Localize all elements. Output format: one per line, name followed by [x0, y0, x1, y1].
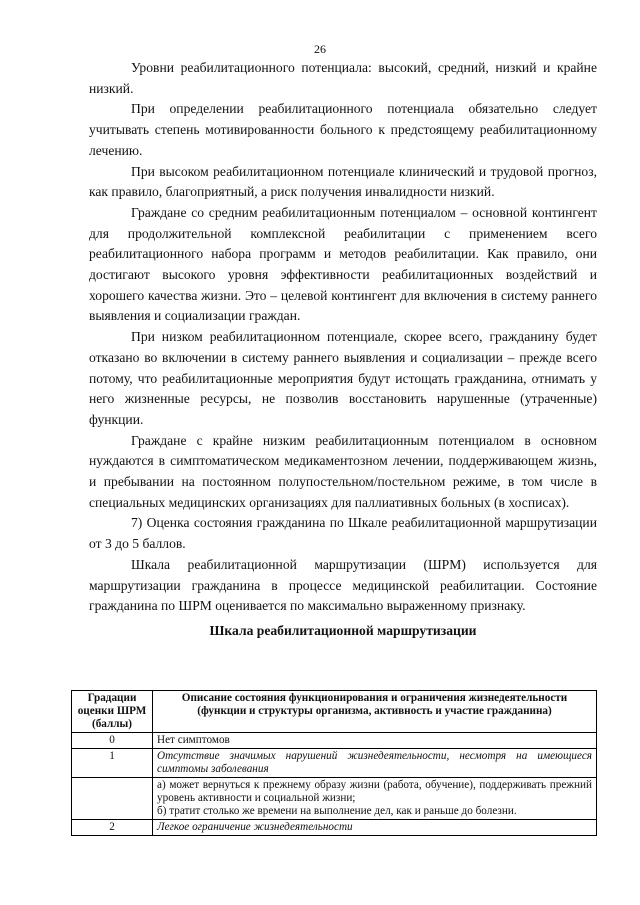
table-row: [72, 820, 597, 836]
grade-cell: 0: [72, 733, 153, 749]
paragraph: Уровни реабилитационного потенциала: высокий, средний, низкий и крайне низкий.: [89, 60, 597, 96]
paragraph: Граждане со средним реабилитационным потенциалом – основной контингент для продолжительной комплексной реабилитации с применением всего реабилитационного набора программ и методов реабилитации. Как правило, они достигают высокого уровня эффективности реабилитационных воздействий и хорошего качества жизни. Это – целевой контингент для включения в систему раннего выявления и социализации граждан.: [89, 204, 597, 324]
page-number: 26: [314, 42, 326, 56]
table-row: [72, 778, 597, 820]
description-header-line1: Описание состояния функционирования и ограничения жизнедеятельности: [181, 692, 568, 704]
paragraph: 7) Оценка состояния гражданина по Шкале реабилитационной маршрутизации от 3 до 5 баллов.: [89, 515, 597, 552]
paragraph: Шкала реабилитационной маршрутизации (ШРМ) используется для маршрутизации гражданина в процессе медицинской реабилитации. Состояние гражданина по ШРМ оценивается по максимально выраженному признаку.: [89, 556, 597, 614]
description-cell: [153, 778, 597, 820]
paragraph: Граждане с крайне низким реабилитационным потенциалом в основном нуждаются в симптоматическом медикаментозном лечении, поддерживающем жизнь, и пребывании на постоянном полупостельном/постельном режиме, в том числе в специальных медицинских организациях для паллиативных больных (в хосписах).: [89, 432, 597, 510]
description-column-header: [153, 691, 597, 733]
description-header-line2: (функции и структуры организма, активность и участие гражданина): [197, 705, 552, 717]
description-cell: Легкое ограничение жизнедеятельности: [153, 820, 597, 836]
description-cell: Отсутствие значимых нарушений жизнедеятельности, несмотря на имеющиеся симптомы заболевания: [153, 749, 597, 778]
table-header-row: [72, 691, 597, 733]
description-line: а) может вернуться к прежнему образу жизни (работа, обучение), поддерживать прежний уровень активности и социальной жизни;: [157, 779, 592, 804]
table-title: Шкала реабилитационной маршрутизации: [209, 622, 477, 638]
table-row: [72, 733, 597, 749]
body-text: [89, 58, 597, 641]
grade-cell: 2: [72, 820, 153, 836]
description-line: б) тратит столько же времени на выполнение дел, как и раньше до болезни.: [157, 805, 517, 817]
paragraph: При высоком реабилитационном потенциале клинический и трудовой прогноз, как правило, благоприятный, а риск получения инвалидности низкий.: [89, 163, 597, 200]
rehab-scale-table: [71, 690, 597, 836]
table-row: [72, 749, 597, 778]
paragraph: При низком реабилитационном потенциале, скорее всего, гражданину будет отказано во включении в систему раннего выявления и социализации – прежде всего потому, что реабилитационные мероприятия будут истощать гражданина, отнимать у него жизненные ресурсы, не позволив восстановить нарушенные (утраченные) функции.: [89, 329, 597, 427]
paragraph: При определении реабилитационного потенциала обязательно следует учитывать степень мотивированности больного к предстоящему реабилитационному лечению.: [89, 101, 597, 158]
grade-column-header: Градации оценки ШРМ (баллы): [72, 691, 153, 733]
grade-cell: [72, 778, 153, 820]
grade-cell: 1: [72, 749, 153, 778]
description-cell: Нет симптомов: [153, 733, 597, 749]
